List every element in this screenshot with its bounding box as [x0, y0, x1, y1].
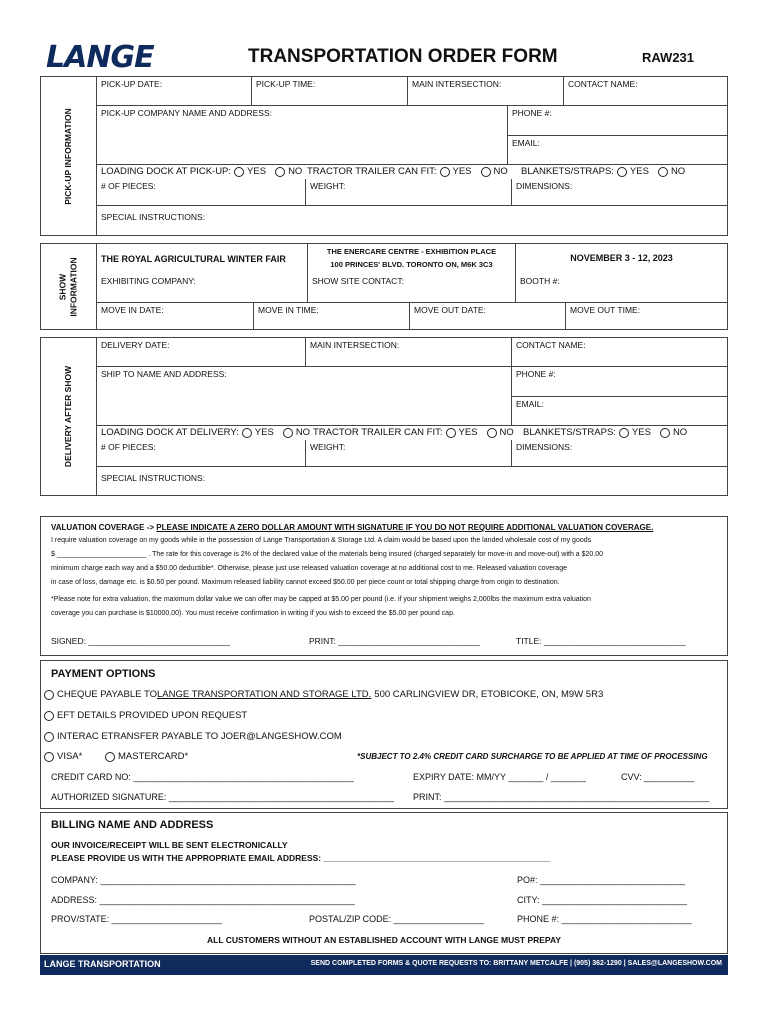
valuation-text-2: $ _______________________ . The rate for this coverage is 2% of the declared value of the materials being insured (charged separately for move-in and move-out) with a $20.00: [51, 551, 604, 558]
expiry-field[interactable]: EXPIRY DATE: MM/YY _______ / _______: [413, 772, 586, 782]
delivery-special-field[interactable]: SPECIAL INSTRUCTIONS:: [101, 473, 206, 483]
payment-mastercard-option[interactable]: MASTERCARD*: [105, 751, 188, 762]
move-in-time-field[interactable]: MOVE IN TIME:: [258, 305, 319, 315]
ship-to-field[interactable]: SHIP TO NAME AND ADDRESS:: [101, 369, 227, 379]
pickup-dimensions-field[interactable]: DIMENSIONS:: [516, 181, 573, 191]
visa-radio[interactable]: [44, 752, 54, 762]
footer-contact: SEND COMPLETED FORMS & QUOTE REQUESTS TO: BRITTANY METCALFE | (905) 362-1290 | SALES@LANGESHOW.COM: [310, 960, 722, 967]
valuation-signed-field[interactable]: SIGNED: ______________________________: [51, 636, 231, 646]
valuation-note-1: *Please note for extra valuation, the maximum dollar value we can offer may be capped at $5.00 per pound (i.e. if your shipment weighs 2,000lbs the maximum extra valuation: [51, 596, 591, 603]
eft-radio[interactable]: [44, 711, 54, 721]
delivery-blankets-yes-radio[interactable]: [619, 428, 629, 438]
pickup-time-field[interactable]: PICK-UP TIME:: [256, 79, 316, 89]
billing-po-field[interactable]: PO#: _____________________________: [517, 875, 686, 885]
billing-heading: BILLING NAME AND ADDRESS: [51, 819, 214, 831]
booth-field[interactable]: BOOTH #:: [520, 276, 560, 286]
delivery-intersection-field[interactable]: MAIN INTERSECTION:: [310, 340, 400, 350]
billing-phone-field[interactable]: PHONE #: __________________________: [517, 914, 692, 924]
delivery-dock-question: LOADING DOCK AT DELIVERY: YES NO: [101, 427, 311, 438]
valuation-note-2: coverage you can purchase is $10000.00). You must receive confirmation in writing if you wish to exceed the $5.00 per pound cap.: [51, 610, 455, 617]
payment-eft-option[interactable]: EFT DETAILS PROVIDED UPON REQUEST: [44, 710, 247, 721]
pickup-special-field[interactable]: SPECIAL INSTRUCTIONS:: [101, 212, 206, 222]
pickup-trailer-question: TRACTOR TRAILER CAN FIT: YES NO: [307, 166, 508, 177]
payment-visa-option[interactable]: VISA*: [44, 751, 82, 762]
lange-logo: LANGE: [46, 40, 154, 75]
pickup-dock-question: LOADING DOCK AT PICK-UP: YES NO: [101, 166, 303, 177]
delivery-date-field[interactable]: DELIVERY DATE:: [101, 340, 170, 350]
surcharge-note: *SUBJECT TO 2.4% CREDIT CARD SURCHARGE TO BE APPLIED AT TIME OF PROCESSING: [357, 752, 708, 761]
mastercard-radio[interactable]: [105, 752, 115, 762]
delivery-contact-field[interactable]: CONTACT NAME:: [516, 340, 586, 350]
payment-cheque-option[interactable]: CHEQUE PAYABLE TO LANGE TRANSPORTATION AND STORAGE LTD. 500 CARLINGVIEW DR, ETOBICOKE, ON, M9W 5R3: [44, 689, 603, 700]
footer-company: LANGE TRANSPORTATION: [44, 959, 161, 969]
pickup-company-field[interactable]: PICK-UP COMPANY NAME AND ADDRESS:: [101, 108, 272, 118]
delivery-trailer-question: TRACTOR TRAILER CAN FIT: YES NO: [313, 427, 514, 438]
move-out-date-field[interactable]: MOVE OUT DATE:: [414, 305, 486, 315]
interac-radio[interactable]: [44, 732, 54, 742]
cheque-radio[interactable]: [44, 690, 54, 700]
pickup-contact-field[interactable]: CONTACT NAME:: [568, 79, 638, 89]
billing-company-field[interactable]: COMPANY: ___________________________________________________: [51, 875, 356, 885]
pickup-trailer-yes-radio[interactable]: [440, 167, 450, 177]
delivery-dock-yes-radio[interactable]: [242, 428, 252, 438]
move-in-date-field[interactable]: MOVE IN DATE:: [101, 305, 164, 315]
exhibiting-company-field[interactable]: EXHIBITING COMPANY:: [101, 276, 196, 286]
move-out-time-field[interactable]: MOVE OUT TIME:: [570, 305, 641, 315]
billing-email-field[interactable]: PLEASE PROVIDE US WITH THE APPROPRIATE EMAIL ADDRESS: ________________________________________________: [51, 853, 551, 863]
pickup-weight-field[interactable]: WEIGHT:: [310, 181, 346, 191]
cvv-field[interactable]: CVV: __________: [621, 772, 695, 782]
pickup-side-label: PICK-UP INFORMATION: [41, 77, 97, 235]
prepay-note: ALL CUSTOMERS WITHOUT AN ESTABLISHED ACCOUNT WITH LANGE MUST PREPAY: [206, 935, 561, 945]
delivery-blankets-question: BLANKETS/STRAPS: YES NO: [523, 427, 688, 438]
show-name: THE ROYAL AGRICULTURAL WINTER FAIR: [101, 254, 286, 264]
billing-postal-field[interactable]: POSTAL/ZIP CODE: __________________: [309, 914, 484, 924]
valuation-text-4: in case of loss, damage etc. is $0.50 per pound. Maximum released liability cannot exceed $50.00 per piece count or total shipping charge from origin to destination.: [51, 579, 560, 586]
billing-section: [40, 812, 728, 954]
pickup-trailer-no-radio[interactable]: [481, 167, 491, 177]
show-venue-line1: THE ENERCARE CENTRE - EXHIBITION PLACE: [326, 247, 497, 256]
delivery-pieces-field[interactable]: # OF PIECES:: [101, 442, 156, 452]
pickup-blankets-question: BLANKETS/STRAPS: YES NO: [521, 166, 686, 177]
billing-city-field[interactable]: CITY: _____________________________: [517, 895, 688, 905]
show-site-contact-field[interactable]: SHOW SITE CONTACT:: [312, 276, 404, 286]
valuation-print-field[interactable]: PRINT: ______________________________: [309, 636, 481, 646]
valuation-text-3: minimum charge each way and a $50.00 deductible*. Otherwise, please just use released valuation coverage at no additional cost to me. Released valuation coverage: [51, 565, 567, 572]
valuation-title-field[interactable]: TITLE: ______________________________: [516, 636, 686, 646]
valuation-heading: VALUATION COVERAGE -> PLEASE INDICATE A ZERO DOLLAR AMOUNT WITH SIGNATURE IF YOU DO NOT REQUIRE ADDITIONAL VALUATION COVERAGE.: [51, 523, 654, 532]
valuation-section: [40, 516, 728, 656]
pickup-phone-field[interactable]: PHONE #:: [512, 108, 552, 118]
delivery-section: [40, 337, 728, 496]
pickup-blankets-no-radio[interactable]: [658, 167, 668, 177]
delivery-dimensions-field[interactable]: DIMENSIONS:: [516, 442, 573, 452]
show-section: [40, 243, 728, 330]
delivery-weight-field[interactable]: WEIGHT:: [310, 442, 346, 452]
pickup-blankets-yes-radio[interactable]: [617, 167, 627, 177]
show-venue-line2: 100 PRINCES' BLVD. TORONTO ON, M6K 3C3: [330, 260, 493, 269]
delivery-trailer-yes-radio[interactable]: [446, 428, 456, 438]
authorized-signature-field[interactable]: AUTHORIZED SIGNATURE: _____________________________________________: [51, 792, 395, 802]
pickup-pieces-field[interactable]: # OF PIECES:: [101, 181, 156, 191]
payment-heading: PAYMENT OPTIONS: [51, 668, 156, 680]
pickup-email-field[interactable]: EMAIL:: [512, 138, 540, 148]
payment-print-field[interactable]: PRINT: _____________________________________________________: [413, 792, 710, 802]
show-side-label: SHOW INFORMATION: [41, 244, 97, 329]
pickup-intersection-field[interactable]: MAIN INTERSECTION:: [412, 79, 502, 89]
billing-address-field[interactable]: ADDRESS: ___________________________________________________: [51, 895, 355, 905]
payment-interac-option[interactable]: INTERAC ETRANSFER PAYABLE TO JOER@LANGESHOW.COM: [44, 731, 342, 742]
billing-electronic-note: OUR INVOICE/RECEIPT WILL BE SENT ELECTRONICALLY: [51, 840, 288, 850]
pickup-dock-yes-radio[interactable]: [234, 167, 244, 177]
pickup-dock-no-radio[interactable]: [275, 167, 285, 177]
credit-card-field[interactable]: CREDIT CARD NO: ____________________________________________: [51, 772, 354, 782]
pickup-section: [40, 76, 728, 236]
delivery-dock-no-radio[interactable]: [283, 428, 293, 438]
valuation-text-1: I require valuation coverage on my goods while in the possession of Lange Transportation & Storage Ltd. A claim would be based upon the landed wholesale cost of my goods: [51, 537, 592, 544]
footer-bar: [40, 955, 728, 975]
billing-prov-field[interactable]: PROV/STATE: ______________________: [51, 914, 222, 924]
pickup-date-field[interactable]: PICK-UP DATE:: [101, 79, 163, 89]
form-code: RAW231: [642, 50, 695, 65]
payment-section: [40, 660, 728, 809]
delivery-email-field[interactable]: EMAIL:: [516, 399, 544, 409]
delivery-side-label: DELIVERY AFTER SHOW: [41, 338, 97, 495]
delivery-blankets-no-radio[interactable]: [660, 428, 670, 438]
delivery-trailer-no-radio[interactable]: [487, 428, 497, 438]
delivery-phone-field[interactable]: PHONE #:: [516, 369, 556, 379]
form-title: TRANSPORTATION ORDER FORM: [248, 46, 558, 67]
show-dates: NOVEMBER 3 - 12, 2023: [570, 253, 673, 263]
